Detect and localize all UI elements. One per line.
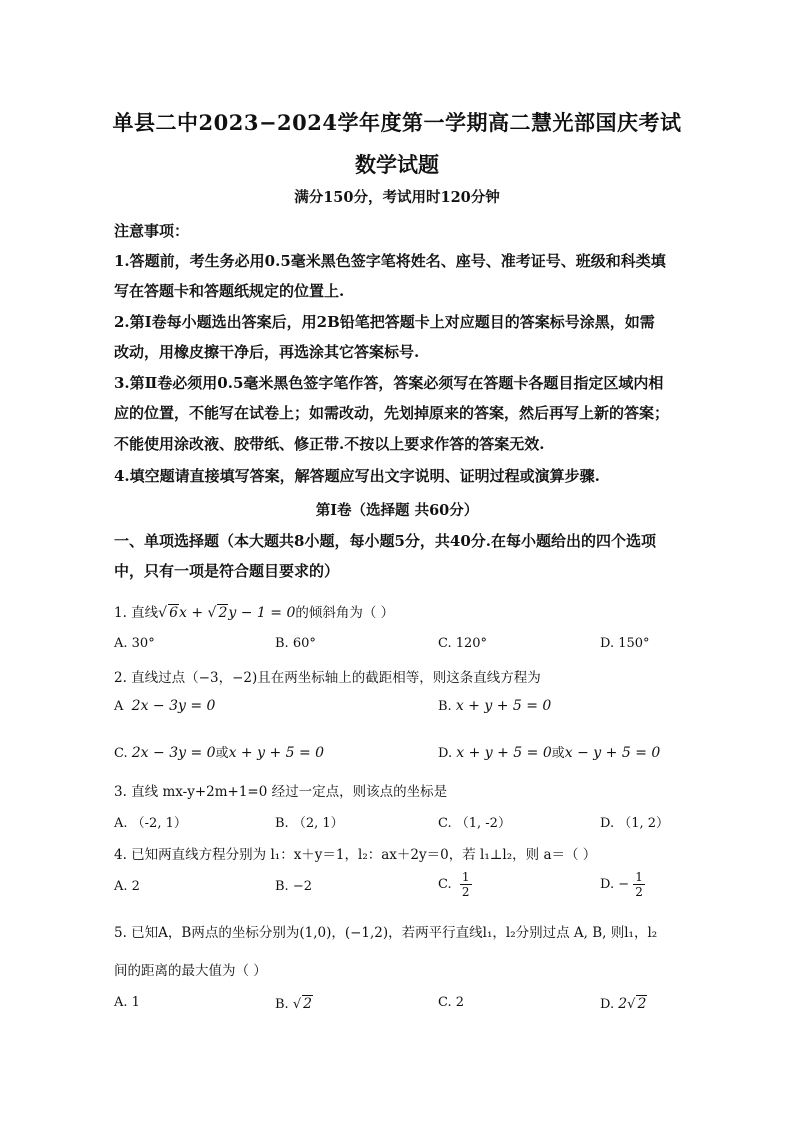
- option-conjunction: 或: [551, 746, 565, 761]
- sqrt-radicand: 6: [169, 605, 179, 621]
- fraction-denominator: 2: [461, 885, 470, 899]
- note-line: 写在答题卡和答题纸规定的位置上.: [114, 282, 345, 300]
- option-c: [114, 742, 324, 761]
- option-conjunction: 或: [215, 746, 229, 761]
- question-5: 5. 已知A，B两点的坐标分别为(1,0)，(−1,2)，若两平行直线l₁，l₂分别过点 A, B, 则l₁，l₂: [114, 925, 658, 941]
- question-1-equation: √ 6x + √ 2y − 1 = 0: [158, 605, 296, 621]
- note-line: 改动，用橡皮擦干净后，再选涂其它答案标号.: [114, 343, 420, 361]
- sqrt-radicand: 2: [218, 605, 228, 621]
- note-line: 不能使用涂改液、胶带纸、修正带.不按以上要求作答的答案无效.: [114, 435, 545, 453]
- option-d: D. 2√ 2: [600, 996, 647, 1012]
- option-c: C. （1, -2）: [438, 816, 511, 831]
- notes-heading: 注意事项：: [114, 222, 190, 240]
- question-1-prefix: 1. 直线: [114, 605, 159, 621]
- question-5-continued: 间的距离的最大值为（ ）: [114, 963, 267, 979]
- fraction: [633, 870, 645, 899]
- option-b: B. √ 2: [275, 996, 313, 1012]
- option-a: [114, 698, 215, 714]
- section-title: 第Ⅰ卷（选择题 共60分）: [315, 502, 479, 519]
- option-label: D.: [600, 997, 615, 1012]
- option-label: C.: [438, 877, 452, 892]
- option-equation: x + y + 5 = 0: [228, 745, 325, 761]
- option-b: B. −2: [275, 879, 312, 894]
- option-c: C. 120°: [438, 636, 488, 651]
- option-equation: 2x − 3y = 0: [131, 698, 216, 714]
- note-line: 1.答题前，考生务必用0.5毫米黑色签字笔将姓名、座号、准考证号、班级和科类填: [114, 252, 666, 270]
- option-a: A. 1: [114, 995, 140, 1010]
- sqrt-radicand: 2: [637, 996, 647, 1012]
- option-b: B. （2, 1）: [275, 816, 344, 831]
- equation-part: y − 1 = 0: [228, 605, 296, 621]
- question-4: 4. 已知两直线方程分别为 l₁：x＋y＝1，l₂：ax＋2y＝0，若 l₁⊥l₂，则 a＝（ ）: [114, 847, 597, 863]
- option-label: B.: [275, 997, 289, 1012]
- option-d: [438, 742, 660, 761]
- option-label: A: [114, 699, 124, 714]
- option-c: C. 2: [438, 995, 465, 1010]
- question-2: 2. 直线过点（−3，−2)且在两坐标轴上的截距相等，则这条直线方程为: [114, 670, 541, 686]
- fraction-denominator: 2: [635, 885, 643, 899]
- option-equation: x + y + 5 = 0: [455, 698, 552, 714]
- option-label: D. −: [600, 877, 630, 892]
- option-a: A. 30°: [114, 636, 155, 651]
- exam-info: 满分150分，考试用时120分钟: [294, 189, 500, 206]
- note-line: 2.第Ⅰ卷每小题选出答案后，用2B铅笔把答题卡上对应题目的答案标号涂黑，如需: [114, 313, 655, 331]
- option-d: [600, 870, 645, 899]
- part-heading: 中，只有一项是符合题目要求的）: [114, 562, 340, 580]
- option-equation: x + y + 5 = 0: [456, 745, 552, 761]
- exam-title: 单县二中2023−2024学年度第一学期高二慧光部国庆考试: [112, 110, 682, 135]
- option-equation: 2x − 3y = 0: [131, 745, 216, 761]
- question-1-suffix: 的倾斜角为（ ）: [295, 605, 395, 621]
- fraction-numerator: 1: [461, 870, 470, 884]
- part-heading: 一、单项选择题（本大题共8小题，每小题5分，共40分.在每小题给出的四个选项: [114, 532, 656, 550]
- option-b: [438, 698, 551, 714]
- note-line: 3.第Ⅱ卷必须用0.5毫米黑色签字笔作答，答案必须写在答题卡各题目指定区域内相: [114, 374, 664, 392]
- option-label: C.: [114, 746, 128, 761]
- option-d: D. 150°: [600, 636, 650, 651]
- subject-title: 数学试题: [355, 152, 439, 177]
- equation-part: x +: [179, 605, 208, 621]
- option-d: D. （1, 2）: [600, 816, 670, 831]
- question-3: 3. 直线 mx-y+2m+1=0 经过一定点，则该点的坐标是: [114, 784, 448, 800]
- option-label: D.: [438, 746, 453, 761]
- option-equation: x − y + 5 = 0: [564, 745, 661, 761]
- option-c: [438, 870, 472, 899]
- note-line: 应的位置，不能写在试卷上；如需改动，先划掉原来的答案，然后再写上新的答案；: [114, 404, 670, 422]
- question-1: [114, 601, 394, 621]
- fraction-numerator: 1: [635, 870, 643, 884]
- option-b: B. 60°: [275, 636, 316, 651]
- note-line: 4.填空题请直接填写答案，解答题应写出文字说明、证明过程或演算步骤.: [114, 467, 600, 485]
- option-a: A. 2: [114, 879, 140, 894]
- sqrt-radicand: 2: [303, 996, 313, 1012]
- option-label: B.: [438, 699, 452, 714]
- coefficient: 2: [618, 996, 628, 1012]
- fraction: [460, 870, 472, 899]
- option-a: A. （-2, 1）: [114, 816, 187, 831]
